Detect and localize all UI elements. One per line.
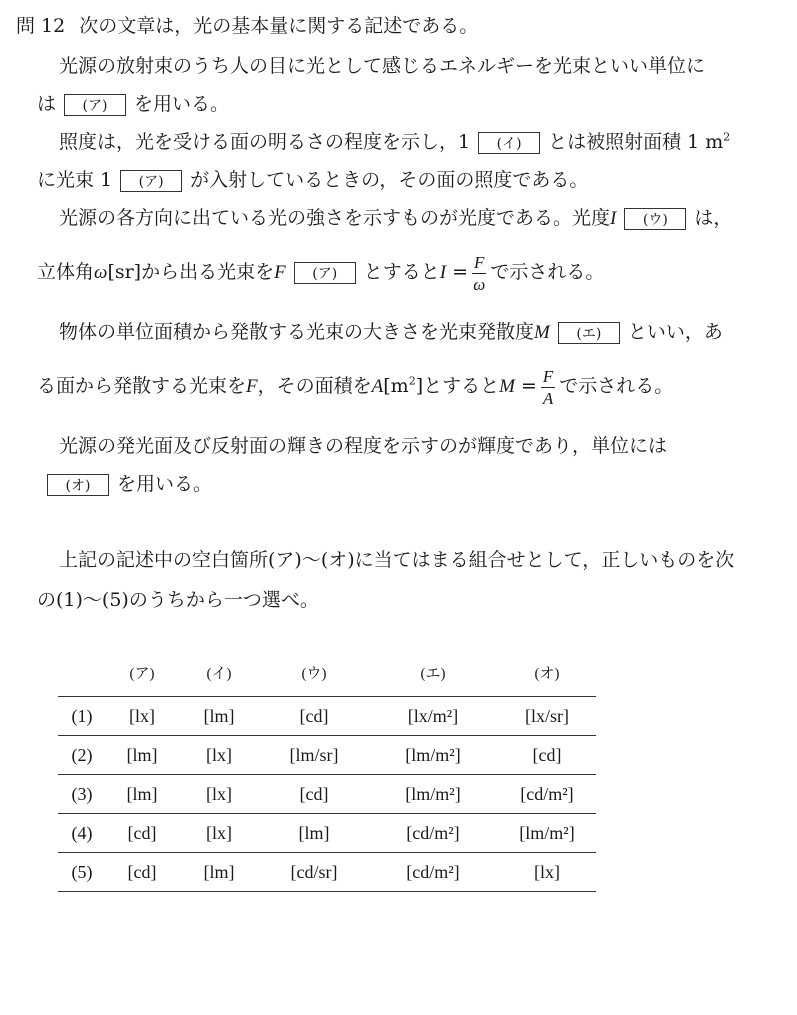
paragraph-text: に光束 1 xyxy=(37,169,113,191)
table-row xyxy=(58,814,596,853)
table-row xyxy=(58,853,596,892)
variable-A: A xyxy=(371,376,384,397)
paragraph-text: といい，あ xyxy=(627,321,723,343)
table-cell: [cd/m²] xyxy=(498,775,596,814)
paragraph-5-line-2 xyxy=(37,472,212,496)
paragraph-text: を用いる。 xyxy=(134,93,230,115)
blank-a: (ア) xyxy=(120,170,182,192)
paragraph-4-line-2 xyxy=(37,364,673,408)
table-cell: [lm/m²] xyxy=(368,775,498,814)
choice-number: (3) xyxy=(58,775,106,814)
table-row xyxy=(58,697,596,736)
paragraph-2-line-2 xyxy=(37,168,588,192)
table-cell: [lm] xyxy=(106,775,178,814)
paragraph-3-line-1 xyxy=(59,206,732,231)
question-number: 問 12 xyxy=(16,15,66,37)
table-cell: [lx] xyxy=(106,697,178,736)
fraction-F-over-omega xyxy=(472,254,486,293)
column-header: (イ) xyxy=(206,666,232,682)
blank-i: (イ) xyxy=(478,132,540,154)
question-intro: 次の文章は，光の基本量に関する記述である。 xyxy=(79,15,479,37)
blank-a: (ア) xyxy=(64,94,126,116)
column-header: (ウ) xyxy=(301,666,327,682)
paragraph-text: が入射しているときの，その面の照度である。 xyxy=(190,169,589,191)
table-cell: [lm/sr] xyxy=(260,736,368,775)
paragraph-text: ，その面積を xyxy=(257,375,372,397)
blank-o: (オ) xyxy=(47,474,109,496)
table-row xyxy=(58,736,596,775)
instruction-line-1 xyxy=(59,548,734,572)
table-cell: [lx] xyxy=(178,814,260,853)
variable-M: M xyxy=(534,322,550,343)
fraction-denominator: A xyxy=(542,388,554,408)
variable-omega: ω xyxy=(94,262,108,283)
paragraph-5-line-1 xyxy=(59,434,667,458)
paragraph-3-line-2 xyxy=(37,250,604,294)
column-header xyxy=(58,658,106,697)
column-header: (エ) xyxy=(420,666,446,682)
column-header: (オ) xyxy=(534,666,560,682)
paragraph-text: 照度は，光を受ける面の明るさの程度を示し，1 xyxy=(59,131,471,153)
variable-F: F xyxy=(246,376,258,397)
paragraph-text: 物体の単位面積から発散する光束の大きさを光束発散度 xyxy=(59,321,535,343)
instruction-text: の(1)～(5)のうちから一つ選べ。 xyxy=(37,589,319,611)
choice-number: (5) xyxy=(58,853,106,892)
paragraph-text: 立体角 xyxy=(37,261,95,283)
paragraph-text: [sr]から出る光束を xyxy=(107,261,275,283)
fraction-F-over-A xyxy=(541,368,555,407)
paragraph-text: 光源の放射束のうち人の目に光として感じるエネルギーを光束といい単位に xyxy=(59,55,706,77)
superscript: 2 xyxy=(723,130,731,144)
paragraph-text: 光源の発光面及び反射面の輝きの程度を示すのが輝度であり，単位には xyxy=(59,435,668,457)
choice-number: (1) xyxy=(58,697,106,736)
blank-a: (ア) xyxy=(294,262,356,284)
choice-number: (4) xyxy=(58,814,106,853)
paragraph-1-line-2 xyxy=(37,92,229,116)
table-cell: [cd] xyxy=(260,697,368,736)
table-cell: [lm/m²] xyxy=(368,736,498,775)
variable-M: M xyxy=(499,376,515,397)
instruction-text: 上記の記述中の空白箇所(ア)～(オ)に当てはまる組合せとして，正しいものを次 xyxy=(59,549,735,571)
unit-text: [m xyxy=(383,375,409,397)
paragraph-text: とは被照射面積 1 m xyxy=(548,131,724,153)
superscript: 2 xyxy=(408,374,416,388)
equals-sign: = xyxy=(446,261,469,283)
table-row xyxy=(58,775,596,814)
paragraph-text: を用いる。 xyxy=(117,473,213,495)
table-cell: [lx] xyxy=(178,775,260,814)
paragraph-1-line-1 xyxy=(59,54,705,78)
table-cell: [lm] xyxy=(178,697,260,736)
equals-sign: = xyxy=(514,375,537,397)
fraction-numerator: F xyxy=(542,366,554,386)
question-header xyxy=(16,14,478,38)
table-cell: [cd] xyxy=(498,736,596,775)
table-cell: [cd/m²] xyxy=(368,853,498,892)
paragraph-text: は， xyxy=(694,207,733,229)
paragraph-text: は xyxy=(37,93,57,115)
fraction-numerator: F xyxy=(474,252,485,272)
table-cell: [lm] xyxy=(178,853,260,892)
variable-F: F xyxy=(274,262,286,283)
paragraph-text: とすると xyxy=(363,261,440,283)
table-header-row xyxy=(58,658,596,697)
table-cell: [cd] xyxy=(106,853,178,892)
table-cell: [lx] xyxy=(178,736,260,775)
table-cell: [lm] xyxy=(260,814,368,853)
table-cell: [cd/m²] xyxy=(368,814,498,853)
variable-I: I xyxy=(439,262,447,283)
blank-u: (ウ) xyxy=(624,208,686,230)
variable-I: I xyxy=(610,208,617,229)
paragraph-text: で示される。 xyxy=(559,375,674,397)
table-cell: [lm] xyxy=(106,736,178,775)
paragraph-2-line-1 xyxy=(59,130,730,154)
table-cell: [cd] xyxy=(260,775,368,814)
answer-choices-table xyxy=(58,658,596,892)
table-cell: [lm/m²] xyxy=(498,814,596,853)
instruction-line-2 xyxy=(37,588,319,612)
choice-number: (2) xyxy=(58,736,106,775)
table-cell: [cd/sr] xyxy=(260,853,368,892)
blank-e: (エ) xyxy=(558,322,620,344)
paragraph-text: で示される。 xyxy=(490,261,605,283)
column-header: (ア) xyxy=(129,666,155,682)
table-cell: [cd] xyxy=(106,814,178,853)
paragraph-text: 光源の各方向に出ている光の強さを示すものが光度である。光度 xyxy=(59,207,611,229)
paragraph-text: ]とすると xyxy=(415,375,500,397)
table-cell: [lx/sr] xyxy=(498,697,596,736)
table-cell: [lx] xyxy=(498,853,596,892)
paragraph-text: る面から発散する光束を xyxy=(37,375,247,397)
paragraph-4-line-1 xyxy=(59,320,723,345)
fraction-denominator: ω xyxy=(473,274,486,294)
table-cell: [lx/m²] xyxy=(368,697,498,736)
